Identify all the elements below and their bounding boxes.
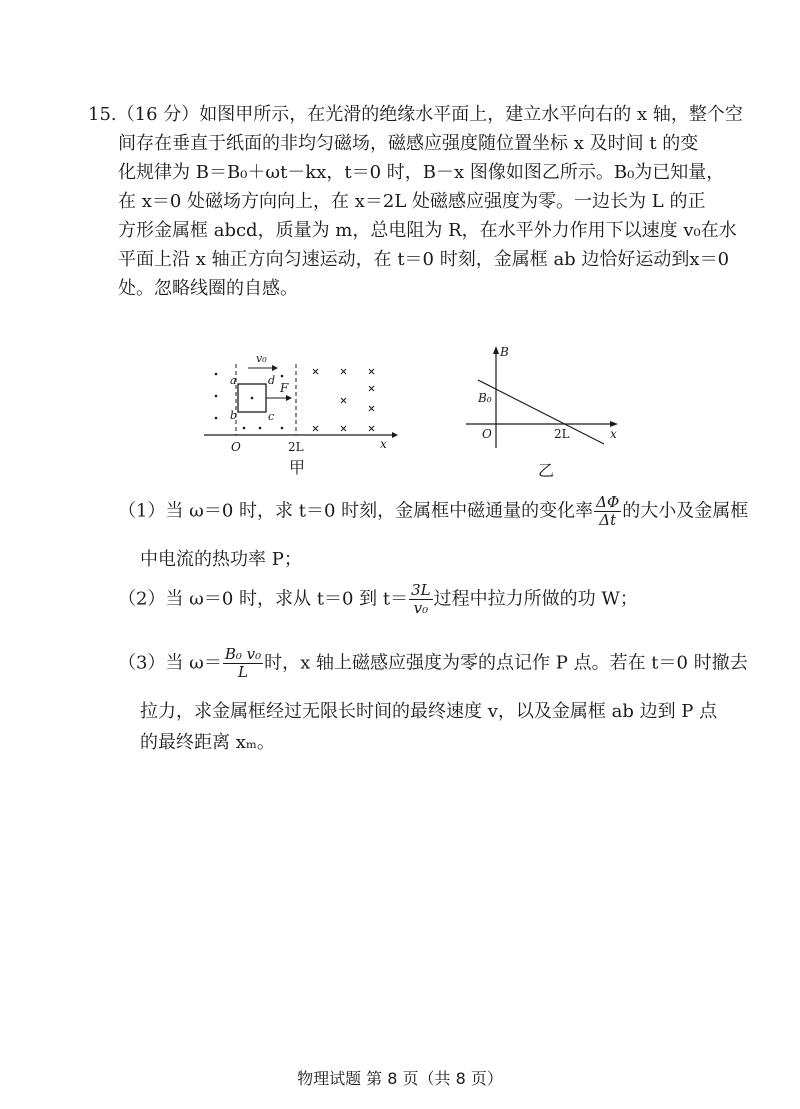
question-1 <box>118 494 748 529</box>
problem-line: 处。忽略线圈的自感。 <box>118 278 298 299</box>
fraction-numerator: ΔΦ <box>596 493 620 511</box>
label-x-axis: x <box>380 437 387 451</box>
question-3-line3: 的最终距离 xₘ。 <box>140 732 275 753</box>
label-2L: 2L <box>288 440 304 454</box>
question-2-text-post: 过程中拉力所做的功 W； <box>433 588 638 610</box>
fraction-dphi-dt <box>594 494 621 529</box>
page-footer: 物理试题 第 8 页（共 8 页） <box>297 1069 503 1088</box>
label-origin: O <box>231 440 241 454</box>
fraction-numerator: B₀ v₀ <box>224 645 262 663</box>
label-b: b <box>230 409 238 422</box>
caption-yi: 乙 <box>538 461 555 480</box>
problem-statement-body <box>118 129 737 303</box>
label-2L: 2L <box>554 427 570 441</box>
velocity-arrow-head-icon <box>272 365 278 371</box>
problem-line: 方形金属框 abcd，质量为 m，总电阻为 R，在水平外力作用下以速度 v₀在水 <box>118 220 737 241</box>
problem-line: 化规律为 B＝B₀＋ωt－kx，t＝0 时，B－x 图像如图乙所示。B₀为已知量， <box>118 162 725 183</box>
x-axis-arrow-icon <box>392 432 398 438</box>
B-x-line <box>478 380 604 444</box>
question-2 <box>118 582 638 617</box>
fraction-B0v0-L <box>223 646 263 681</box>
label-c: c <box>268 410 275 423</box>
fraction-denominator: Δt <box>599 511 617 529</box>
fraction-3L-v0 <box>409 582 433 617</box>
problem-line: 间存在垂直于纸面的非均匀磁场，磁感应强度随位置坐标 x 及时间 t 的变 <box>118 133 699 154</box>
question-1-text: （1）当 ω＝0 时，求 t＝0 时刻，金属框中磁通量的变化率 <box>118 500 594 522</box>
question-2-text: （2）当 ω＝0 时，求从 t＝0 到 t＝ <box>118 588 409 610</box>
question-3-text: （3）当 ω＝ <box>118 652 222 674</box>
B-axis-arrow-icon <box>493 346 499 354</box>
figure-yi-graph <box>460 340 630 452</box>
fraction-denominator: L <box>238 663 248 681</box>
caption-jia: 甲 <box>289 458 306 477</box>
figure-jia-diagram <box>200 346 400 456</box>
label-B0: B₀ <box>478 391 492 405</box>
field-crosses <box>313 369 374 431</box>
problem-statement <box>88 100 743 129</box>
question-1-text-post: 的大小及金属框 <box>622 500 749 522</box>
problem-line: 15.（16 分）如图甲所示，在光滑的绝缘水平面上，建立水平向右的 x 轴，整个空 <box>88 104 743 125</box>
figure-jia <box>200 346 400 456</box>
label-v0: v₀ <box>256 352 267 365</box>
problem-line: 在 x＝0 处磁场方向向上，在 x＝2L 处磁感应强度为零。一边长为 L 的正 <box>118 191 706 212</box>
question-3-line2: 拉力，求金属框经过无限长时间的最终速度 v，以及金属框 ab 边到 P 点 <box>140 701 718 722</box>
question-3-text-post: 时，x 轴上磁感应强度为零的点记作 P 点。若在 t＝0 时撤去 <box>264 652 748 674</box>
label-a: a <box>230 374 237 387</box>
fraction-numerator: 3L <box>411 581 431 599</box>
label-origin: O <box>482 427 492 441</box>
question-3 <box>118 646 748 681</box>
label-F: F <box>280 381 289 395</box>
label-B-axis: B <box>500 345 509 359</box>
fraction-denominator: v₀ <box>413 599 429 617</box>
problem-line: 平面上沿 x 轴正方向匀速运动，在 t＝0 时刻，金属框 ab 边恰好运动到x＝0 <box>118 249 730 270</box>
label-x-axis: x <box>610 427 617 441</box>
force-arrow-head-icon <box>286 395 292 401</box>
label-d: d <box>268 374 276 387</box>
figure-yi <box>460 340 630 452</box>
question-1-line2: 中电流的热功率 P； <box>140 549 302 570</box>
